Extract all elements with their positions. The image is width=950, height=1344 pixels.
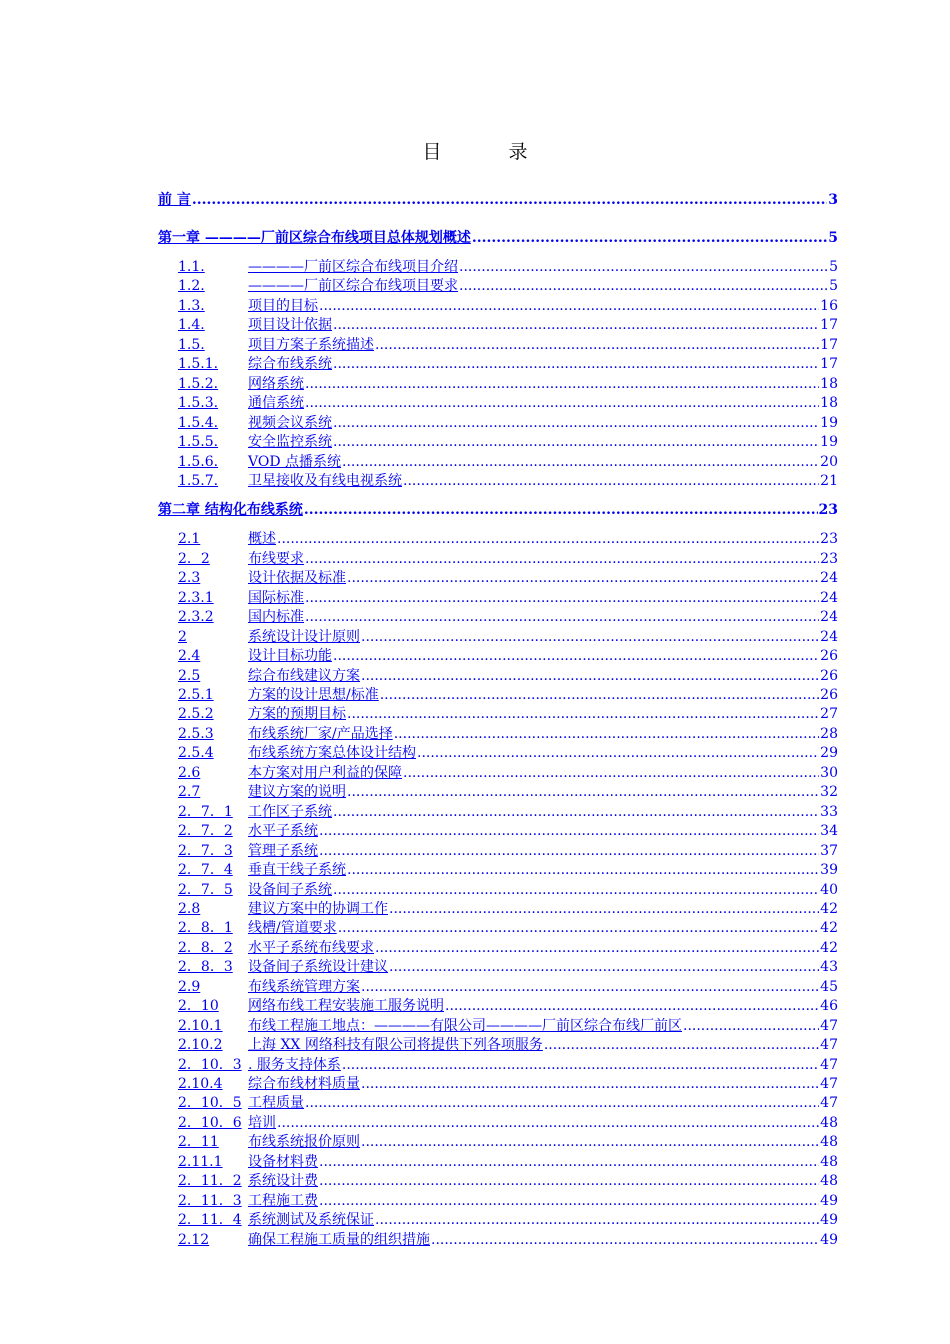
toc-dot-leader xyxy=(380,686,819,705)
toc-page-number: 29 xyxy=(820,745,838,762)
toc-page-number: 47 xyxy=(820,1056,838,1073)
toc-entry-number: 2.10.2 xyxy=(178,1037,223,1054)
toc-entry[interactable] xyxy=(178,472,838,491)
toc-page-number: 33 xyxy=(820,803,838,820)
toc-entry-number: 2.5.2 xyxy=(178,706,214,723)
toc-entry-title: 网络布线工程安装施工服务说明 xyxy=(248,998,444,1015)
toc-entry-title: 系统测试及系统保证 xyxy=(248,1212,374,1229)
toc-entry-title: 培训 xyxy=(248,1114,276,1131)
toc-page-number: 17 xyxy=(820,317,838,334)
toc-page-number: 32 xyxy=(820,784,838,801)
toc-entry-number: 2．7．1 xyxy=(178,803,233,820)
toc-entry[interactable] xyxy=(178,1172,838,1191)
toc-dot-leader xyxy=(683,1017,819,1036)
toc-page-number: 37 xyxy=(820,842,838,859)
toc-dot-leader xyxy=(431,1231,819,1250)
toc-entry-number: 2.4 xyxy=(178,648,201,665)
toc-dot-leader xyxy=(403,472,819,491)
toc-entry-title: 卫星接收及有线电视系统 xyxy=(248,472,402,489)
toc-entry-title: 概述 xyxy=(248,531,276,548)
toc-entry-number: 1.5.3. xyxy=(178,395,219,412)
toc-entry[interactable] xyxy=(178,1036,838,1055)
toc-page-number: 48 xyxy=(820,1134,838,1151)
toc-chapter-entry[interactable] xyxy=(158,229,838,248)
toc-page-number: 43 xyxy=(820,959,838,976)
toc-entry-number: 2.3.2 xyxy=(178,609,214,626)
toc-page-number: 19 xyxy=(820,434,838,451)
toc-entry[interactable] xyxy=(178,394,838,413)
toc-entry-number: 1.4. xyxy=(178,317,205,334)
toc-entry-number: 2．7．3 xyxy=(178,842,233,859)
toc-entry-number: 2．10 xyxy=(178,998,219,1015)
toc-dot-leader xyxy=(342,453,819,472)
toc-entry-title: 网络系统 xyxy=(248,375,304,392)
toc-entry[interactable] xyxy=(178,1133,838,1152)
toc-entry[interactable] xyxy=(178,647,838,666)
toc-page-number: 18 xyxy=(820,395,838,412)
toc-entry-number: 2.5.4 xyxy=(178,745,214,762)
toc-entry[interactable] xyxy=(178,822,838,841)
toc-entry[interactable] xyxy=(178,453,838,472)
toc-entry-number: 1.5.5. xyxy=(178,434,219,451)
toc-page-number: 42 xyxy=(820,939,838,956)
toc-dot-leader xyxy=(403,764,819,783)
toc-entry[interactable] xyxy=(178,803,838,822)
toc-entry-title: 综合布线材料质量 xyxy=(248,1076,360,1092)
toc-page-number: 49 xyxy=(820,1231,838,1248)
toc-entry[interactable] xyxy=(178,958,838,977)
toc-entry-number: 2．8．2 xyxy=(178,939,233,956)
toc-page-number: 42 xyxy=(820,900,838,917)
toc-entry-number: 2.3.1 xyxy=(178,589,214,606)
toc-dot-leader xyxy=(319,822,819,841)
toc-dot-leader xyxy=(333,355,819,374)
toc-entry[interactable] xyxy=(178,1153,838,1172)
toc-entry[interactable] xyxy=(178,919,838,938)
toc-dot-leader xyxy=(305,550,819,569)
toc-page-number: 42 xyxy=(820,920,838,937)
toc-page-number: 28 xyxy=(820,725,838,742)
toc-entry[interactable] xyxy=(178,705,838,724)
toc-page-number: 5 xyxy=(829,278,838,295)
toc-page-number: 18 xyxy=(820,375,838,392)
toc-entry[interactable] xyxy=(178,1075,838,1094)
toc-entry-title: 国际标准 xyxy=(248,589,304,606)
toc-entry-title: 上海 XX 网络科技有限公司将提供下列各项服务 xyxy=(248,1037,543,1054)
toc-entry-title: 国内标准 xyxy=(248,609,304,626)
toc-entry[interactable] xyxy=(178,336,838,355)
toc-dot-leader xyxy=(333,803,819,822)
toc-entry-number: 2 xyxy=(178,628,187,645)
toc-entry-title: 建议方案的说明 xyxy=(248,784,346,801)
toc-dot-leader xyxy=(338,919,819,938)
toc-entry-title: 工程施工费 xyxy=(248,1192,318,1209)
toc-entry-number: 2.10.1 xyxy=(178,1017,223,1034)
toc-entry-number: 1.5.7. xyxy=(178,472,219,489)
toc-entry[interactable] xyxy=(178,316,838,335)
toc-entry[interactable] xyxy=(178,783,838,802)
toc-page-number: 27 xyxy=(820,706,838,723)
toc-entry-number: 1.1. xyxy=(178,259,205,275)
toc-dot-leader xyxy=(319,1172,819,1191)
toc-entry-title: 布线系统报价原则 xyxy=(248,1134,360,1151)
toc-page-number: 47 xyxy=(820,1017,838,1034)
toc-dot-leader xyxy=(347,783,819,802)
toc-entry-title: 工程质量 xyxy=(248,1095,304,1112)
toc-entry[interactable] xyxy=(178,277,838,296)
toc-page-number: 26 xyxy=(820,648,838,665)
toc-entry[interactable] xyxy=(178,258,838,277)
toc-entry-number: 2．8．1 xyxy=(178,920,233,937)
toc-entry-title: 第一章 ————厂前区综合布线项目总体规划概述 xyxy=(158,230,471,246)
toc-entry-number: 2.1 xyxy=(178,531,201,548)
toc-entry-number: 2.5 xyxy=(178,667,201,684)
toc-dot-leader xyxy=(389,900,819,919)
toc-entry-number: 1.3. xyxy=(178,297,205,314)
toc-page-number: 46 xyxy=(820,998,838,1015)
toc-entry-number: 2.10.4 xyxy=(178,1076,223,1092)
toc-page-number: 26 xyxy=(820,667,838,684)
toc-dot-leader xyxy=(361,667,819,686)
toc-page-number: 39 xyxy=(820,862,838,879)
toc-page-number: 47 xyxy=(820,1095,838,1112)
toc-entry-title: 设备间子系统设计建议 xyxy=(248,959,388,976)
toc-dot-leader xyxy=(361,1075,819,1094)
toc-dot-leader xyxy=(375,939,819,958)
toc-entry-number: 2．7．4 xyxy=(178,862,233,879)
toc-dot-leader xyxy=(342,1056,819,1075)
toc-entry[interactable] xyxy=(178,881,838,900)
toc-dot-leader xyxy=(305,375,819,394)
toc-entry[interactable] xyxy=(178,608,838,627)
toc-page-number: 24 xyxy=(820,609,838,626)
toc-page-number: 23 xyxy=(820,531,838,548)
toc-entry-number: 2．7．5 xyxy=(178,881,233,898)
toc-entry[interactable] xyxy=(178,355,838,374)
toc-entry-title: 系统设计设计原则 xyxy=(248,628,360,645)
toc-page-number: 34 xyxy=(820,823,838,840)
toc-entry-number: 1.5.2. xyxy=(178,375,219,392)
toc-dot-leader xyxy=(277,530,819,549)
toc-entry-number: 2.5.1 xyxy=(178,687,214,703)
toc-entry[interactable] xyxy=(178,939,838,958)
toc-dot-leader xyxy=(319,1153,819,1172)
toc-entry-title: 项目的目标 xyxy=(248,297,318,314)
toc-page-number: 16 xyxy=(820,297,838,314)
toc-dot-leader xyxy=(319,1192,819,1211)
toc-dot-leader xyxy=(544,1036,819,1055)
toc-entry-title: . 服务支持体系 xyxy=(248,1056,341,1073)
toc-entry-title: 确保工程施工质量的组织措施 xyxy=(248,1231,430,1248)
toc-entry-title: 视频会议系统 xyxy=(248,414,332,431)
toc-entry[interactable] xyxy=(178,667,838,686)
toc-dot-leader xyxy=(333,433,819,452)
toc-entry-title: 布线系统厂家/产品选择 xyxy=(248,725,393,742)
toc-entry[interactable] xyxy=(178,764,838,783)
toc-entry[interactable] xyxy=(178,1231,838,1250)
toc-entry-title: 设计依据及标准 xyxy=(248,570,346,587)
toc-entry-number: 2．11．4 xyxy=(178,1212,242,1229)
toc-entry[interactable] xyxy=(178,414,838,433)
toc-entry-number: 2.11.1 xyxy=(178,1153,223,1170)
toc-entry-title: 项目方案子系统描述 xyxy=(248,336,374,353)
toc-entry-number: 2.12 xyxy=(178,1231,210,1248)
toc-dot-leader xyxy=(305,1094,819,1113)
toc-entry-number: 2．2 xyxy=(178,550,210,567)
toc-title: 目 录 xyxy=(422,141,552,163)
toc-entry-number: 2.5.3 xyxy=(178,725,214,742)
toc-page-number: 49 xyxy=(820,1192,838,1209)
toc-entry[interactable] xyxy=(178,744,838,763)
toc-entry[interactable] xyxy=(178,1211,838,1230)
toc-chapter-entry[interactable] xyxy=(158,191,838,210)
toc-entry-number: 1.2. xyxy=(178,278,205,295)
toc-entry-title: 工作区子系统 xyxy=(248,803,332,820)
toc-entry-title: 设备间子系统 xyxy=(248,881,332,898)
toc-entry-number: 1.5.4. xyxy=(178,414,219,431)
toc-dot-leader xyxy=(361,628,819,647)
toc-entry-title: 方案的预期目标 xyxy=(248,706,346,723)
toc-entry-title: 前 言 xyxy=(158,192,191,208)
toc-page-number: 24 xyxy=(820,589,838,606)
toc-entry[interactable] xyxy=(178,686,838,705)
toc-dot-leader xyxy=(459,277,828,296)
toc-dot-leader xyxy=(445,997,819,1016)
toc-page-number: 17 xyxy=(820,336,838,353)
toc-dot-leader xyxy=(277,1114,819,1133)
toc-entry[interactable] xyxy=(178,433,838,452)
toc-page-number: 19 xyxy=(820,414,838,431)
toc-page-number: 45 xyxy=(820,978,838,995)
toc-page-number: 23 xyxy=(818,502,838,519)
toc-entry-number: 2．11 xyxy=(178,1134,219,1151)
toc-dot-leader xyxy=(333,881,819,900)
toc-dot-leader xyxy=(361,1133,819,1152)
toc-page-number: 20 xyxy=(820,453,838,470)
toc-page-number: 21 xyxy=(820,472,838,489)
toc-entry-title: 水平子系统 xyxy=(248,823,318,840)
toc-page-number: 48 xyxy=(820,1173,838,1190)
toc-page-number: 3 xyxy=(828,192,838,208)
toc-page-number: 24 xyxy=(820,628,838,645)
toc-page-number: 23 xyxy=(820,550,838,567)
toc-entry-title: 综合布线建议方案 xyxy=(248,667,360,684)
toc-entry-title: 综合布线系统 xyxy=(248,356,332,373)
toc-page-number: 30 xyxy=(820,764,838,781)
toc-entry-title: 水平子系统布线要求 xyxy=(248,939,374,956)
toc-page-number: 47 xyxy=(820,1076,838,1092)
toc-entry[interactable] xyxy=(178,1017,838,1036)
toc-dot-leader xyxy=(394,725,819,744)
toc-page-number: 24 xyxy=(820,570,838,587)
toc-entry-title: ————厂前区综合布线项目介绍 xyxy=(248,259,458,275)
toc-dot-leader xyxy=(305,394,819,413)
toc-entry-title: 布线系统管理方案 xyxy=(248,978,360,995)
toc-entry[interactable] xyxy=(178,1094,838,1113)
toc-entry[interactable] xyxy=(178,1056,838,1075)
toc-entry[interactable] xyxy=(178,628,838,647)
toc-dot-leader xyxy=(192,191,827,210)
toc-dot-leader xyxy=(333,647,819,666)
toc-dot-leader xyxy=(333,316,819,335)
toc-dot-leader xyxy=(389,958,819,977)
toc-entry-title: 建议方案中的协调工作 xyxy=(248,900,388,917)
toc-entry-number: 2．10．3 xyxy=(178,1056,242,1073)
toc-dot-leader xyxy=(347,861,819,880)
toc-page-number: 47 xyxy=(820,1037,838,1054)
toc-dot-leader xyxy=(361,978,819,997)
toc-entry-number: 2．10．5 xyxy=(178,1095,242,1112)
toc-entry-number: 2.8 xyxy=(178,900,201,917)
toc-entry-number: 2．8．3 xyxy=(178,959,233,976)
toc-page-number: 48 xyxy=(820,1114,838,1131)
toc-page-number: 49 xyxy=(820,1212,838,1229)
toc-entry-number: 2.9 xyxy=(178,978,201,995)
toc-dot-leader xyxy=(305,589,819,608)
toc-entry-title: 布线系统方案总体设计结构 xyxy=(248,745,416,762)
toc-page-number: 26 xyxy=(820,687,838,703)
toc-entry[interactable] xyxy=(178,550,838,569)
toc-entry[interactable] xyxy=(178,900,838,919)
toc-entry[interactable] xyxy=(178,725,838,744)
toc-entry-title: 线槽/管道要求 xyxy=(248,920,337,937)
toc-entry[interactable] xyxy=(178,997,838,1016)
toc-entry[interactable] xyxy=(178,1192,838,1211)
toc-dot-leader xyxy=(347,569,819,588)
toc-entry[interactable] xyxy=(178,1114,838,1133)
toc-entry-title: 第二章 结构化布线系统 xyxy=(158,502,303,519)
toc-dot-leader xyxy=(472,229,827,248)
toc-dot-leader xyxy=(333,414,819,433)
toc-entry-title: ————厂前区综合布线项目要求 xyxy=(248,278,458,295)
toc-dot-leader xyxy=(375,1211,819,1230)
toc-entry-title: 安全监控系统 xyxy=(248,434,332,451)
toc-entry-number: 2．11．3 xyxy=(178,1192,242,1209)
toc-entry-number: 1.5.6. xyxy=(178,453,219,470)
toc-page-number: 5 xyxy=(829,259,838,275)
toc-dot-leader xyxy=(304,501,818,520)
toc-entry-title: 通信系统 xyxy=(248,395,304,412)
toc-entry[interactable] xyxy=(178,589,838,608)
toc-entry[interactable] xyxy=(178,530,838,549)
toc-entry-title: 方案的设计思想/标准 xyxy=(248,687,379,703)
toc-entry[interactable] xyxy=(178,861,838,880)
toc-entry-title: 项目设计依据 xyxy=(248,317,332,334)
toc-entry-number: 2.6 xyxy=(178,764,201,781)
toc-entry-number: 1.5. xyxy=(178,336,205,353)
toc-entry-title: VOD 点播系统 xyxy=(248,453,342,470)
toc-dot-leader xyxy=(305,608,819,627)
toc-entry-title: 布线要求 xyxy=(248,550,304,567)
toc-entry-title: 设备材料费 xyxy=(248,1153,318,1170)
toc-dot-leader xyxy=(319,297,819,316)
toc-entry[interactable] xyxy=(178,297,838,316)
toc-entry-title: 管理子系统 xyxy=(248,842,318,859)
toc-entry-title: 系统设计费 xyxy=(248,1173,318,1190)
toc-chapter-entry[interactable] xyxy=(158,501,838,520)
toc-entry[interactable] xyxy=(178,978,838,997)
toc-entry[interactable] xyxy=(178,375,838,394)
toc-page-number: 40 xyxy=(820,881,838,898)
toc-dot-leader xyxy=(319,842,819,861)
toc-page-number: 17 xyxy=(820,356,838,373)
toc-page-number: 5 xyxy=(828,230,838,246)
toc-dot-leader xyxy=(347,705,819,724)
toc-entry-number: 2．11．2 xyxy=(178,1173,242,1190)
toc-dot-leader xyxy=(375,336,819,355)
toc-entry[interactable] xyxy=(178,569,838,588)
toc-entry-number: 1.5.1. xyxy=(178,356,219,373)
toc-entry-title: 本方案对用户利益的保障 xyxy=(248,764,402,781)
toc-entry-number: 2．10．6 xyxy=(178,1114,242,1131)
toc-dot-leader xyxy=(459,258,828,277)
toc-entry-number: 2.7 xyxy=(178,784,201,801)
toc-entry-title: 垂直干线子系统 xyxy=(248,862,346,879)
toc-entry-title: 布线工程施工地点：————有限公司————厂前区综合布线厂前区 xyxy=(248,1017,682,1034)
toc-page-number: 48 xyxy=(820,1153,838,1170)
toc-entry-number: 2．7．2 xyxy=(178,823,233,840)
toc-entry-number: 2.3 xyxy=(178,570,201,587)
toc-entry[interactable] xyxy=(178,842,838,861)
toc-dot-leader xyxy=(417,744,819,763)
toc-entry-title: 设计目标功能 xyxy=(248,648,332,665)
